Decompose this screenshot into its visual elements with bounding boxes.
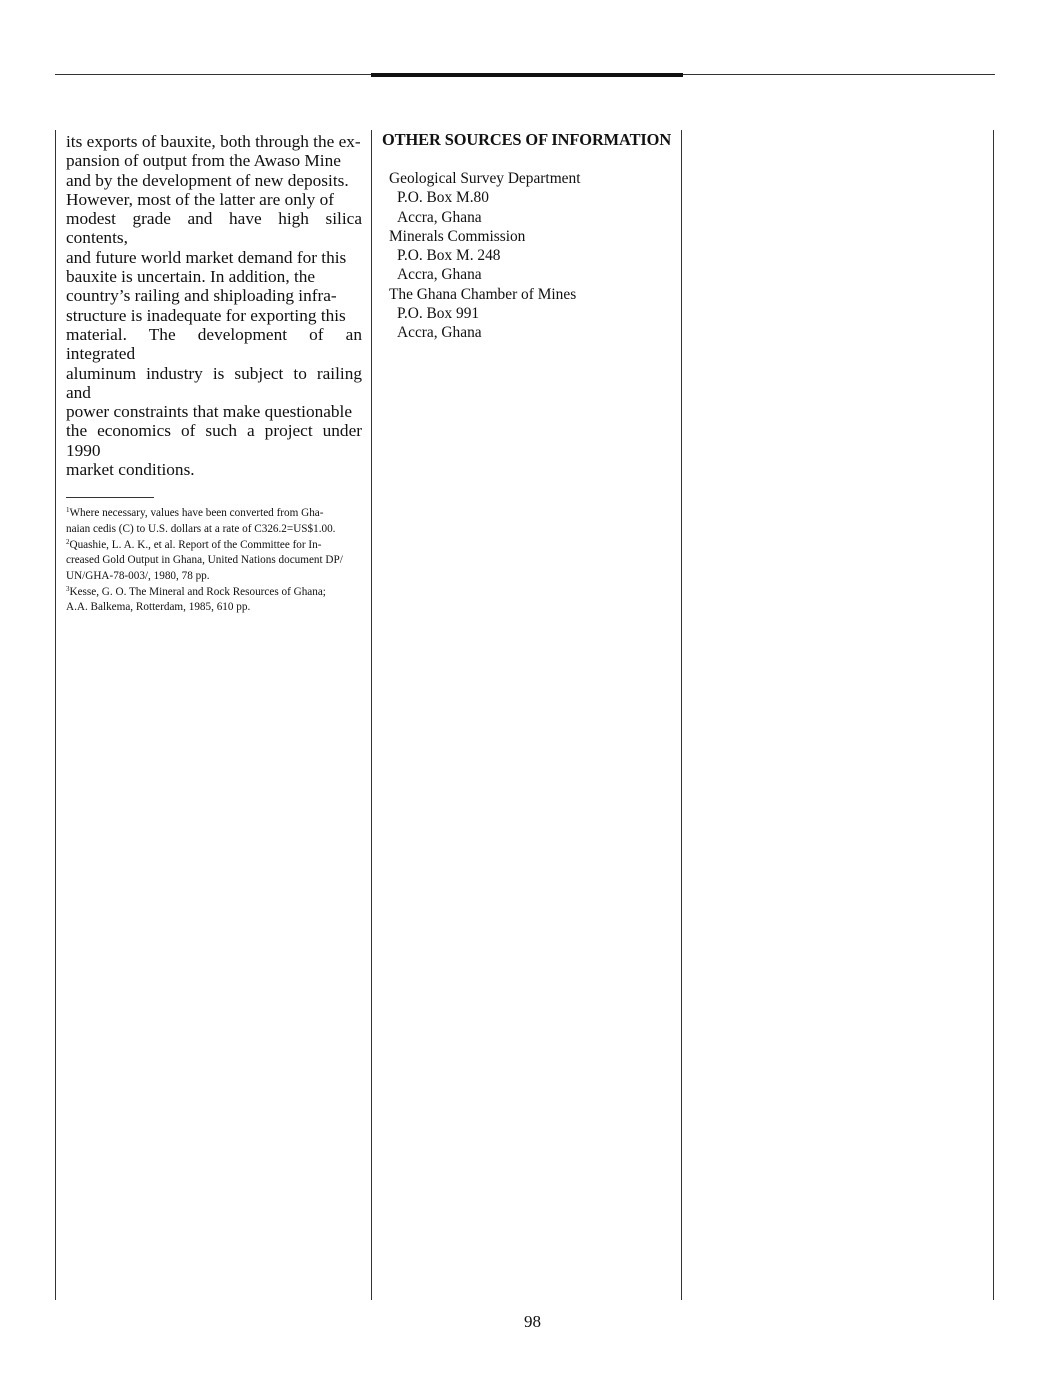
body-line: and by the development of new deposits. — [66, 170, 349, 190]
footnote-marker: 2 — [66, 537, 70, 546]
source-address-line: Accra, Ghana — [397, 266, 482, 284]
source-name: Geological Survey Department — [389, 170, 581, 187]
column-rule-1 — [371, 130, 372, 1300]
header-rule-accent — [371, 73, 683, 77]
source-entry — [382, 169, 672, 227]
page-number: 98 — [524, 1312, 541, 1331]
body-line: the economics of such a project under 1990 — [66, 421, 362, 460]
column-2 — [382, 130, 672, 343]
source-address-line: P.O. Box 991 — [397, 305, 480, 323]
source-address-line: Accra, Ghana — [397, 324, 482, 342]
footnote-line: creased Gold Output in Ghana, United Nations document DP/ — [66, 554, 343, 567]
footnote-line: naian cedis (C) to U.S. dollars at a rate of C326.2=US$1.00. — [66, 522, 336, 535]
footnote-1 — [66, 506, 362, 537]
footnote-line: Where necessary, values have been converted from Gha- — [69, 507, 324, 520]
body-line: its exports of bauxite, both through the ex- — [66, 132, 361, 151]
body-paragraph — [66, 132, 362, 479]
footnote-line: A.A. Balkema, Rotterdam, 1985, 610 pp. — [66, 601, 251, 614]
source-entry — [382, 285, 672, 343]
body-line: and future world market demand for this — [66, 247, 347, 267]
section-heading: OTHER SOURCES OF INFORMATION — [382, 130, 672, 149]
source-name: Minerals Commission — [389, 227, 526, 245]
footnote-line: UN/GHA-78-003/, 1980, 78 pp. — [66, 569, 210, 582]
column-rule-right — [993, 130, 994, 1300]
body-line: country’s railing and shiploading infra- — [66, 286, 337, 306]
footnote-rule — [66, 497, 154, 498]
source-address-line: Accra, Ghana — [397, 208, 482, 226]
source-address-line: P.O. Box M.80 — [397, 189, 489, 207]
source-address-line: P.O. Box M. 248 — [397, 247, 501, 265]
source-name: The Ghana Chamber of Mines — [389, 285, 577, 303]
body-line: structure is inadequate for exporting this — [66, 305, 346, 325]
column-rule-left — [55, 130, 56, 1300]
footnote-2 — [66, 538, 362, 584]
column-rule-2 — [681, 130, 682, 1300]
footnote-line: Quashie, L. A. K., et al. Report of the Committee for In- — [69, 538, 322, 551]
body-line: market conditions. — [66, 460, 195, 480]
sources-list — [382, 169, 672, 343]
footnote-3 — [66, 585, 362, 616]
body-line: material. The development of an integrated — [66, 324, 362, 364]
body-line: However, most of the latter are only of — [66, 189, 335, 209]
body-line: bauxite is uncertain. In addition, the — [66, 267, 316, 287]
body-line: modest grade and have high silica contents, — [66, 209, 362, 248]
footnote-marker: 3 — [66, 584, 70, 593]
body-line: pansion of output from the Awaso Mine — [66, 151, 341, 171]
footnote-line: Kesse, G. O. The Mineral and Rock Resources of Ghana; — [69, 585, 326, 598]
body-line: power constraints that make questionable — [66, 402, 353, 422]
column-1 — [66, 132, 362, 616]
body-line: aluminum industry is subject to railing and — [66, 363, 362, 402]
footnote-marker: 1 — [66, 506, 70, 515]
footnotes — [66, 506, 362, 615]
source-entry — [382, 227, 672, 285]
